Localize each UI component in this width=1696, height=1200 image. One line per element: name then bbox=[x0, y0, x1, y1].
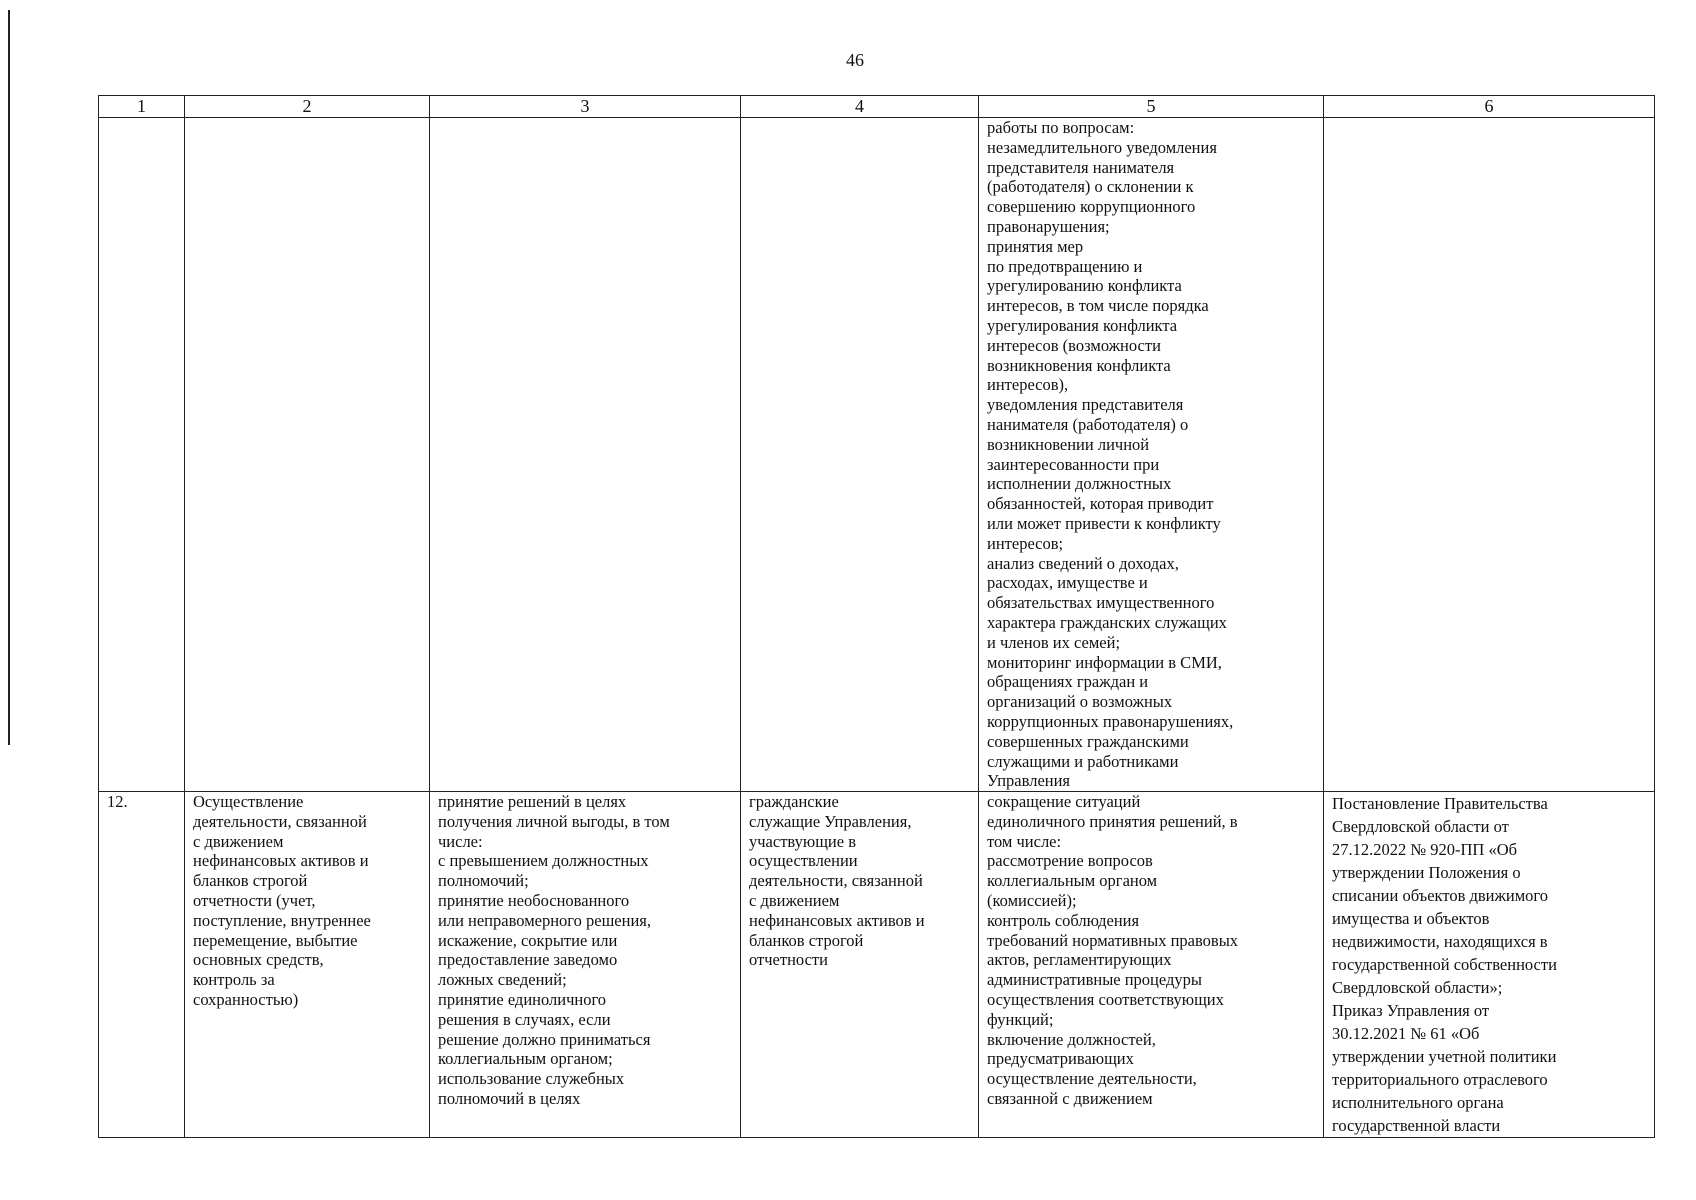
cell-positions bbox=[741, 118, 979, 792]
cell-measures: сокращение ситуаций единоличного принятия решений, в том числе: рассмотрение вопросов коллегиальным органом (комиссией); контроль соблюдения требований нормативных правовых актов, регламентирующих административные процедуры осуществления соответствующих функций; включение должностей, предусматривающих осуществление деятельности, связанной с движением bbox=[979, 792, 1324, 1138]
header-col-1: 1 bbox=[99, 96, 185, 118]
cell-legal-basis bbox=[1324, 118, 1655, 792]
header-col-3: 3 bbox=[430, 96, 741, 118]
table-header-row bbox=[99, 96, 1655, 118]
left-margin-rule bbox=[8, 10, 10, 745]
cell-risks bbox=[430, 118, 741, 792]
page-number: 46 bbox=[846, 50, 864, 70]
cell-number bbox=[99, 118, 185, 792]
measures-table bbox=[98, 95, 1655, 1138]
cell-activity: Осуществление деятельности, связанной с движением нефинансовых активов и бланков строгой отчетности (учет, поступление, внутреннее перемещение, выбытие основных средств, контроль за сохранностью) bbox=[185, 792, 430, 1138]
cell-number: 12. bbox=[99, 792, 185, 1138]
table-row-12 bbox=[99, 792, 1655, 1138]
table-row-continuation bbox=[99, 118, 1655, 792]
header-col-5: 5 bbox=[979, 96, 1324, 118]
header-col-4: 4 bbox=[741, 96, 979, 118]
cell-activity bbox=[185, 118, 430, 792]
cell-risks: принятие решений в целях получения личной выгоды, в том числе: с превышением должностных полномочий; принятие необоснованного или неправомерного решения, искажение, сокрытие или предоставление заведомо ложных сведений; принятие единоличного решения в случаях, если решение должно приниматься коллегиальным органом; использование служебных полномочий в целях bbox=[430, 792, 741, 1138]
header-col-6: 6 bbox=[1324, 96, 1655, 118]
cell-legal-basis: Постановление Правительства Свердловской области от 27.12.2022 № 920-ПП «Об утверждении Положения о списании объектов движимого имущества и объектов недвижимости, находящихся в государственной собственности Свердловской области»; Приказ Управления от 30.12.2021 № 61 «Об утверждении учетной политики территориального отраслевого исполнительного органа государственной власти bbox=[1324, 792, 1655, 1138]
header-col-2: 2 bbox=[185, 96, 430, 118]
cell-measures: работы по вопросам: незамедлительного уведомления представителя нанимателя (работодателя) о склонении к совершению коррупционного правонарушения; принятия мер по предотвращению и урегулированию конфликта интересов, в том числе порядка урегулирования конфликта интересов (возможности возникновения конфликта интересов), уведомления представителя нанимателя (работодателя) о возникновении личной заинтересованности при исполнении должностных обязанностей, которая приводит или может привести к конфликту интересов; анализ сведений о доходах, расходах, имуществе и обязательствах имущественного характера гражданских служащих и членов их семей; мониторинг информации в СМИ, обращениях граждан и организаций о возможных коррупционных правонарушениях, совершенных гражданскими служащими и работниками Управления bbox=[979, 118, 1324, 792]
cell-positions: гражданские служащие Управления, участвующие в осуществлении деятельности, связанной с движением нефинансовых активов и бланков строгой отчетности bbox=[741, 792, 979, 1138]
